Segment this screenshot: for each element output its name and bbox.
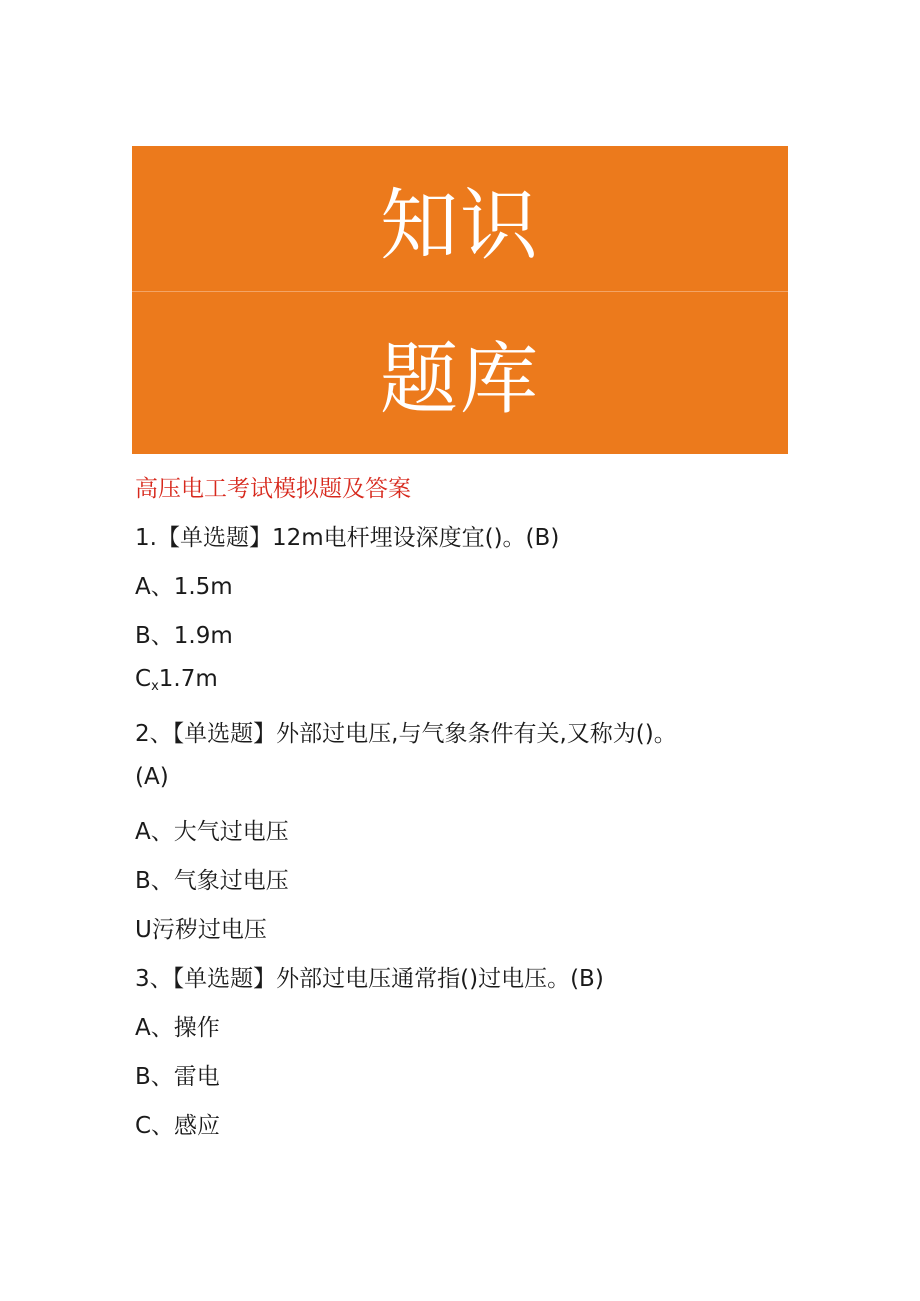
title-banner xyxy=(132,146,788,454)
option-1c xyxy=(135,666,218,694)
option-1a: A、1.5m xyxy=(135,574,233,600)
question-2-answer: (A) xyxy=(135,764,169,790)
question-2: 2、【单选题】外部过电压,与气象条件有关,又称为()。 xyxy=(135,721,677,747)
option-1c-letter: C xyxy=(135,666,152,692)
option-2a: A、大气过电压 xyxy=(135,819,289,845)
banner-line-2: 题库 xyxy=(379,335,540,425)
option-1b: B、1.9m xyxy=(135,623,233,649)
option-2c: U污秽过电压 xyxy=(135,917,267,943)
option-1c-subscript: x xyxy=(151,679,159,694)
question-1: 1.【单选题】12m电杆埋设深度宜()。(B) xyxy=(135,525,560,551)
document-title: 高压电工考试模拟题及答案 xyxy=(135,476,411,502)
banner-line-1: 知识 xyxy=(379,180,540,271)
question-3: 3、【单选题】外部过电压通常指()过电压。(B) xyxy=(135,966,604,992)
option-1c-value: 1.7m xyxy=(158,666,218,692)
option-2b: B、气象过电压 xyxy=(135,868,289,894)
option-3b: B、雷电 xyxy=(135,1064,220,1090)
option-3c: C、感应 xyxy=(135,1113,221,1139)
option-3a: A、操作 xyxy=(135,1015,220,1041)
